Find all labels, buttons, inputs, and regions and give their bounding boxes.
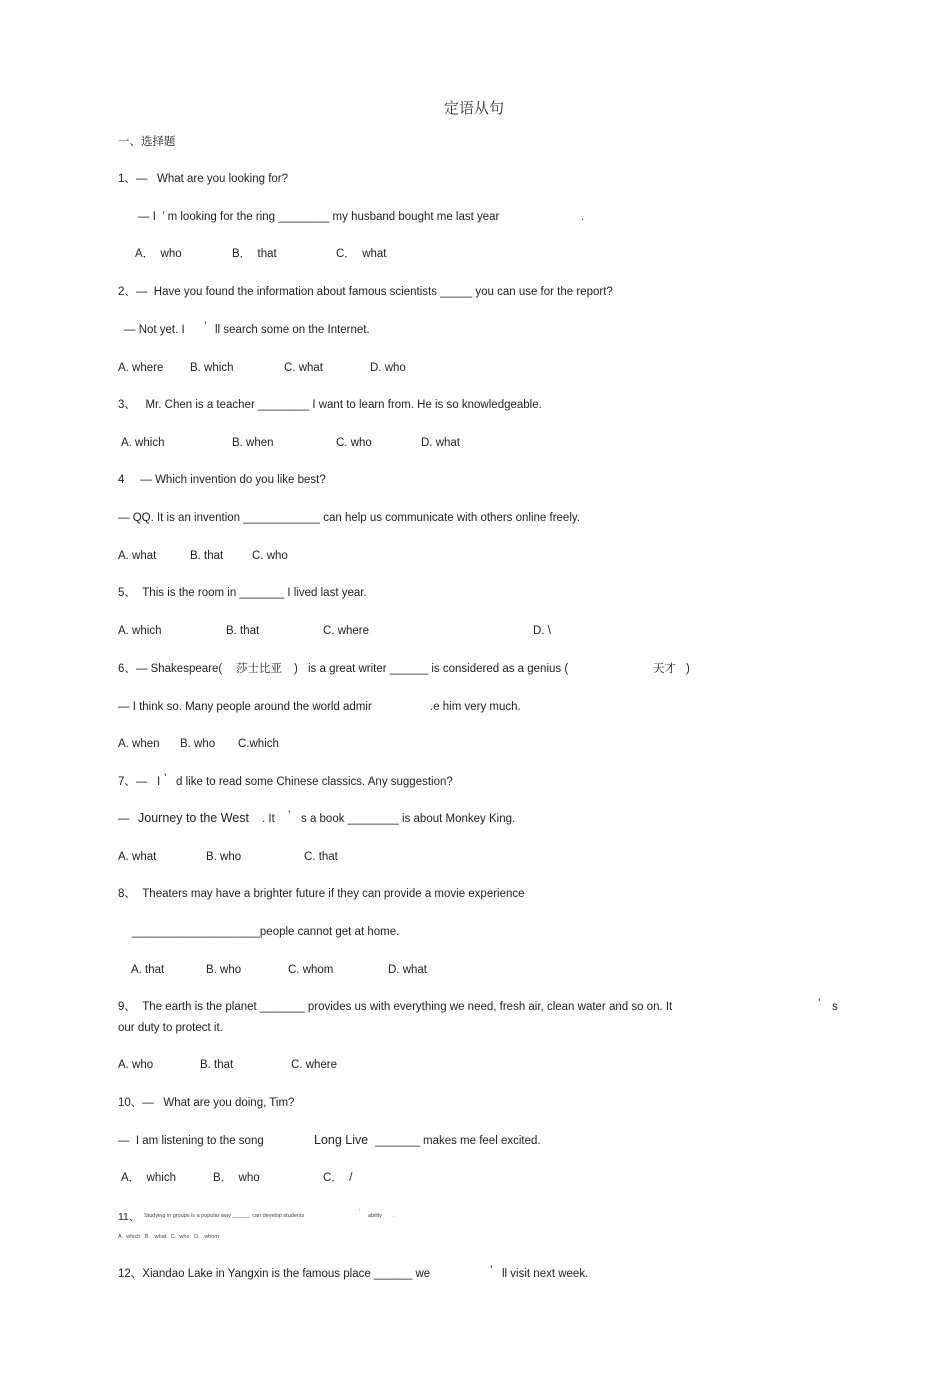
q10-answer-line-a: — I am listening to the song: [118, 1135, 264, 1147]
q3-option-b: B. when: [232, 437, 274, 449]
q10-option-a: A． which: [121, 1172, 176, 1184]
q2-option-a: A. where: [118, 362, 164, 374]
q4-option-a: A. what: [118, 550, 157, 562]
q4-stem: 4 — Which invention do you like best?: [118, 474, 326, 486]
q11-stem-apostrophe: ’: [359, 1209, 361, 1215]
q10-option-c: C． /: [323, 1172, 353, 1184]
q5-option-a: A. which: [118, 625, 162, 637]
q6-stem-chinese-2: 天才: [653, 661, 676, 675]
q7-answer-line-e: s a book ________ is about Monkey King.: [301, 813, 516, 825]
q4-answer-line: — QQ. It is an invention ____________ can help us communicate with others online freely.: [118, 512, 580, 524]
q6-stem-c: is a great writer ______ is considered as a genius (: [308, 663, 569, 675]
q12-stem-apostrophe: ’: [490, 1265, 493, 1277]
q11-options: A. which B. what C. who D. whom: [118, 1234, 219, 1240]
q6-option-a: A. when: [118, 738, 160, 750]
q6-stem-close: ): [686, 663, 690, 675]
q2-option-d: D. who: [370, 362, 406, 374]
q5-option-d: D. \: [533, 625, 551, 637]
section-heading: 一、选择题: [118, 134, 176, 148]
q9-option-c: C. where: [291, 1059, 338, 1071]
q11-stem-a: Studying in groups is a popular way ______ can develop students: [144, 1213, 305, 1219]
q6-stem-chinese: 莎士比亚: [236, 661, 282, 675]
q2-answer-apostrophe: ’: [204, 321, 207, 333]
q7-stem-apostrophe: ’: [164, 773, 167, 785]
q2-option-b: B. which: [190, 362, 234, 374]
q6-option-c: C.which: [238, 738, 279, 750]
q7-stem-a: 7、— I: [118, 776, 161, 788]
q10-answer-line-c: _______ makes me feel excited.: [375, 1135, 541, 1147]
q6-answer-line-b: .e him very much.: [430, 701, 521, 713]
q7-option-c: C. that: [304, 851, 338, 863]
q2-stem: 2、— Have you found the information about famous scientists _____ you can use for the report?: [118, 286, 613, 298]
q9-option-b: B. that: [200, 1059, 234, 1071]
q9-stem-apostrophe: ’: [818, 998, 821, 1010]
q9-stem-line2: our duty to protect it.: [118, 1022, 223, 1034]
q11-number: 11、: [118, 1211, 140, 1223]
q1-option-b: B． that: [232, 248, 277, 260]
q3-option-a: A. which: [121, 437, 165, 449]
page-title: 定语从句: [444, 99, 505, 117]
q4-option-b: B. that: [190, 550, 224, 562]
q8-option-a: A. that: [131, 964, 165, 976]
q1-option-c: C． what: [336, 248, 387, 260]
q1-option-a: A． who: [135, 248, 182, 260]
q5-option-b: B. that: [226, 625, 260, 637]
q10-stem: 10、— What are you doing, Tim?: [118, 1097, 295, 1109]
q12-stem-c: ll visit next week.: [502, 1268, 589, 1280]
q3-option-c: C. who: [336, 437, 372, 449]
q7-answer-apostrophe: ’: [288, 810, 291, 822]
q11-stem-d: .: [393, 1213, 395, 1219]
q6-stem-a: 6、— Shakespeare(: [118, 663, 223, 675]
q5-option-c: C. where: [323, 625, 370, 637]
q8-option-b: B. who: [206, 964, 242, 976]
q11-stem-c: ability: [368, 1213, 383, 1219]
q8-stem: 8、 Theaters may have a brighter future if they can provide a movie experience: [118, 888, 525, 900]
q1-stem: 1、— What are you looking for?: [118, 173, 289, 185]
q7-answer-dash: —: [118, 813, 130, 825]
q1-answer-period: .: [581, 211, 585, 223]
q10-option-b: B． who: [213, 1172, 260, 1184]
q10-song-title: Long Live: [314, 1133, 369, 1147]
q2-option-c: C. what: [284, 362, 323, 374]
q8-option-d: D. what: [388, 964, 427, 976]
q3-stem: 3、 Mr. Chen is a teacher ________ I want to learn from. He is so knowledgeable.: [118, 399, 542, 411]
q4-option-c: C. who: [252, 550, 288, 562]
q9-stem-s: s: [832, 1001, 838, 1013]
q8-option-c: C. whom: [288, 964, 334, 976]
q7-book-title: Journey to the West: [138, 811, 249, 825]
q2-answer-line-c: ll search some on the Internet.: [215, 324, 370, 336]
q7-option-b: B. who: [206, 851, 242, 863]
q6-option-b: B. who: [180, 738, 216, 750]
q1-answer-line: — I ’ m looking for the ring ________ my husband bought me last year: [138, 211, 500, 223]
q8-answer-line: ____________________people cannot get at home.: [132, 926, 400, 938]
q7-stem-c: d like to read some Chinese classics. Any suggestion?: [176, 776, 453, 788]
q6-answer-line-a: — I think so. Many people around the world admir: [118, 701, 372, 713]
q7-option-a: A. what: [118, 851, 157, 863]
q6-stem-paren: ): [294, 663, 298, 675]
q2-answer-line-a: — Not yet. I: [124, 324, 185, 336]
q12-stem-a: 12、Xiandao Lake in Yangxin is the famous place ______ we: [118, 1268, 431, 1280]
q3-option-d: D. what: [421, 437, 460, 449]
q9-option-a: A. who: [118, 1059, 154, 1071]
q7-answer-it: . It: [262, 813, 275, 825]
q5-stem: 5、 This is the room in _______ I lived last year.: [118, 587, 367, 599]
q9-stem-a: 9、 The earth is the planet _______ provides us with everything we need, fresh air, clean water and so on. It: [118, 1001, 673, 1013]
